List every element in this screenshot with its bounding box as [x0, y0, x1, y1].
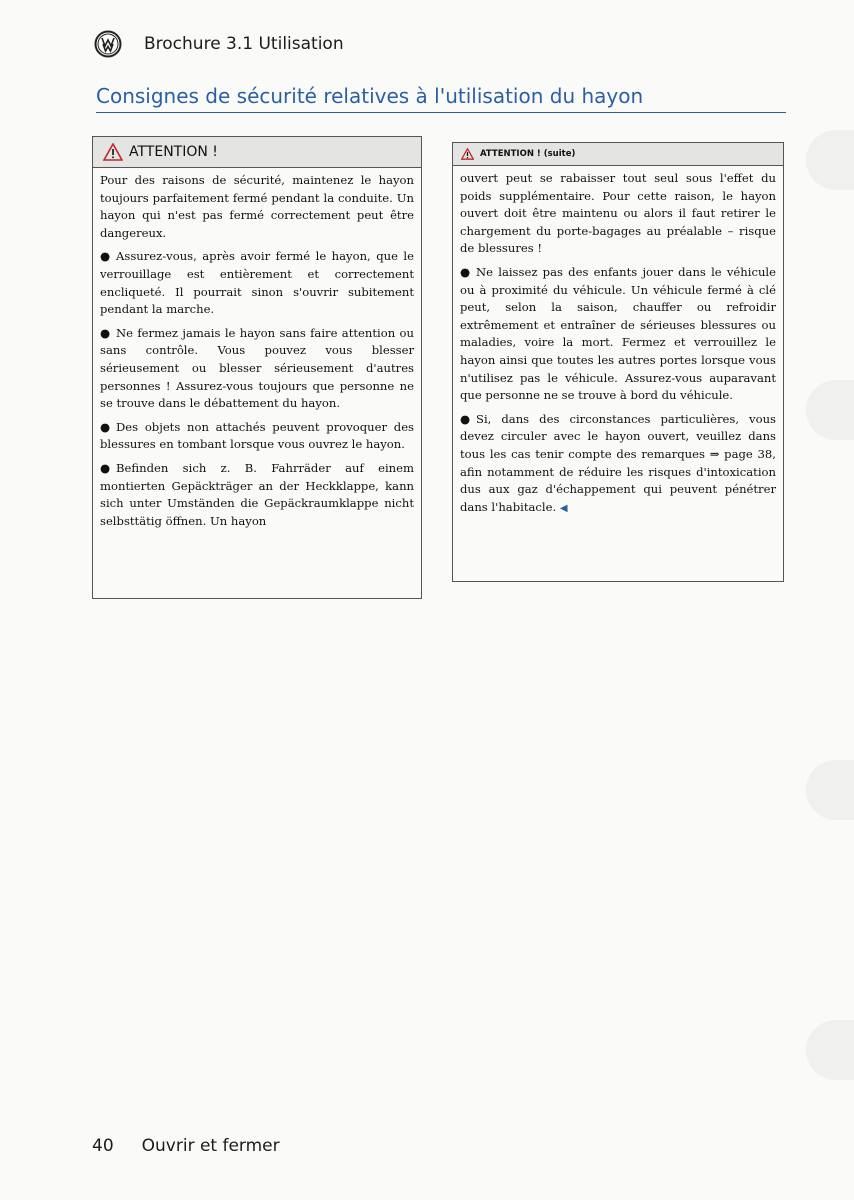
bullet-paragraph: ● Si, dans des circonstances particulières, vous devez circuler avec le hayon ouvert, veuillez dans tous les cas tenir compte des remarques ⇒ page 38, afin notamment de réduire les risques d'intoxication dus aux gaz d'échappement qui peuvent pénétrer dans l'habitacle. ◀ — [460, 411, 776, 514]
section-title: Consignes de sécurité relatives à l'utilisation du hayon — [96, 84, 786, 113]
header-text: Brochure 3.1 Utilisation — [144, 34, 344, 54]
warning-heading: ATTENTION ! — [129, 144, 218, 160]
bullet-paragraph: ● Befinden sich z. B. Fahrräder auf einem montierten Gepäckträger an der Heckklappe, kann sich unter Umständen die Gepäckraumklappe nicht selbsttätig öffnen. Un hayon — [100, 460, 414, 528]
bullet-paragraph: ● Assurez-vous, après avoir fermé le hayon, que le verrouillage est entièrement et correctement encliqueté. Il pourrait sinon s'ouvrir subitement pendant la marche. — [100, 249, 414, 317]
paragraph: ouvert peut se rabaisser tout seul sous l'effet du poids supplémentaire. Pour cette raison, le hayon ouvert doit être maintenu ou alors il faut retirer le chargement du porte-bagages au préalable – risque de blessures ! — [460, 171, 776, 256]
warning-triangle-icon — [103, 143, 123, 161]
page-tab — [806, 1020, 854, 1080]
end-marker-icon: ◀ — [559, 502, 568, 514]
page-header — [94, 30, 344, 58]
page-number: 40 — [92, 1136, 114, 1156]
page-tab — [806, 760, 854, 820]
bullet-paragraph: ● Ne fermez jamais le hayon sans faire attention ou sans contrôle. Vous pouvez vous blesser sérieusement ou blesser sérieusement d'autres personnes ! Assurez-vous toujours que personne ne se trouve dans le débattement du hayon. — [100, 325, 414, 411]
paragraph: Pour des raisons de sécurité, maintenez le hayon toujours parfaitement fermé pendant la conduite. Un hayon qui n'est pas fermé correctement peut être dangereux. — [100, 173, 414, 240]
vw-logo-icon — [94, 30, 122, 58]
page-tab — [806, 380, 854, 440]
warning-triangle-icon — [461, 148, 474, 160]
warning-heading: ATTENTION ! (suite) — [480, 149, 576, 159]
bullet-paragraph: ● Des objets non attachés peuvent provoquer des blessures en tombant lorsque vous ouvrez le hayon. — [100, 419, 414, 452]
warning-body — [93, 168, 421, 530]
warning-box-left — [92, 136, 422, 599]
page-footer — [92, 1136, 280, 1156]
warning-box-right — [452, 142, 784, 582]
chapter-title: Ouvrir et fermer — [141, 1136, 280, 1156]
page-tab — [806, 130, 854, 190]
warning-header — [453, 143, 783, 166]
warning-header — [93, 137, 421, 168]
bullet-paragraph: ● Ne laissez pas des enfants jouer dans le véhicule ou à proximité du véhicule. Un véhicule fermé à clé peut, selon la saison, chauffer ou refroidir extrêmement et entraîner de sérieuses blessures ou maladies, voire la mort. Fermez et verrouillez le hayon ainsi que toutes les autres portes lorsque vous n'utilisez pas le véhicule. Assurez-vous auparavant que personne ne se trouve à bord du véhicule. — [460, 264, 776, 403]
warning-body — [453, 166, 783, 517]
